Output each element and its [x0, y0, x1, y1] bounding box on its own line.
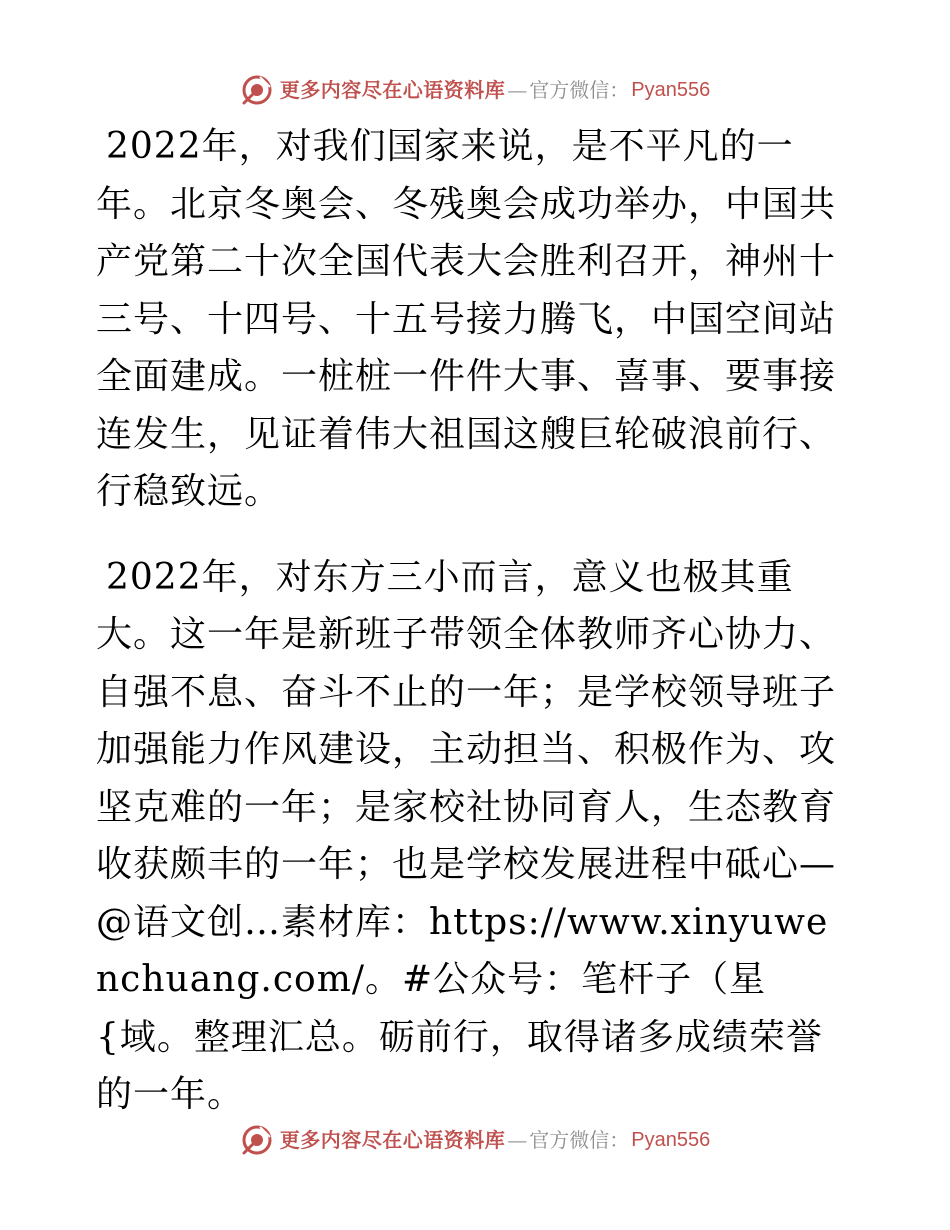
- banner-wechat-label: 官方微信：: [529, 78, 630, 102]
- header-banner: [0, 70, 950, 110]
- paragraph-1: 2022年，对我们国家来说，是不平凡的一年。北京冬奥会、冬残奥会成功举办，中国共产党第二十次全国代表大会胜利召开，神州十三号、十四号、十五号接力腾飞，中国空间站全面建成。一桩桩一件件大事、喜事、要事接连发生，见证着伟大祖国这艘巨轮破浪前行、行稳致远。: [96, 126, 837, 512]
- banner-wechat-id: Pyan556: [631, 79, 711, 101]
- banner-dash: —: [507, 1128, 528, 1152]
- banner-wechat-label: 官方微信：: [529, 1128, 630, 1152]
- footer-banner: [0, 1120, 950, 1160]
- logo-icon: [240, 73, 274, 107]
- banner-dash: —: [507, 78, 528, 102]
- banner-wechat-id: Pyan556: [631, 1129, 711, 1151]
- document-body: [96, 118, 852, 1152]
- banner-site-text: 更多内容尽在心语资料库: [279, 78, 506, 102]
- logo-icon: [240, 1123, 274, 1157]
- banner-site-text: 更多内容尽在心语资料库: [279, 1128, 506, 1152]
- paragraph-2: 2022年，对东方三小而言，意义也极其重大。这一年是新班子带领全体教师齐心协力、自强不息、奋斗不止的一年；是学校领导班子加强能力作风建设，主动担当、积极作为、攻坚克难的一年；是家校社协同育人，生态教育收获颇丰的一年；也是学校发展进程中砥心—@语文创…素材库：https://www.xinyuwenchuang.com/。#公众号：笔杆子（星{域。整理汇总。砺前行，取得诸多成绩荣誉的一年。: [96, 556, 837, 1115]
